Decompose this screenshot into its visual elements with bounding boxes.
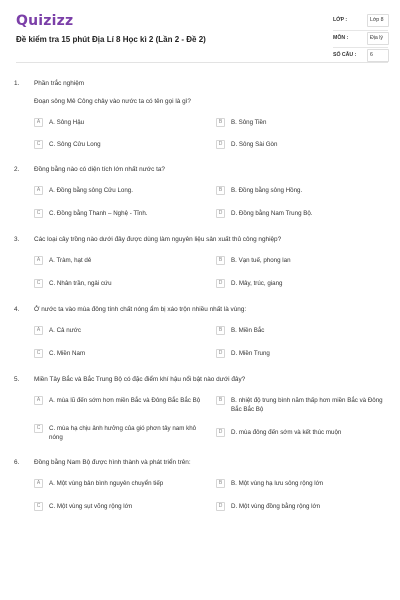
option-letter: C [34, 502, 43, 511]
option-letter: C [34, 424, 43, 433]
question-text: Miền Tây Bắc và Bắc Trung Bộ có đặc điểm khí hậu nổi bật nào dưới đây? [34, 376, 246, 383]
option-text: A. Cả nước [49, 327, 81, 334]
option-text: A. Đồng bằng sông Cửu Long. [49, 187, 133, 194]
option-letter: C [34, 209, 43, 218]
question-number: 4. [14, 306, 20, 313]
option-text: D. Một vùng đồng bằng rộng lớn [231, 503, 321, 510]
option-letter: D [216, 140, 225, 149]
option-letter: A [34, 186, 43, 195]
question-text: Các loại cây trồng nào dưới đây được dùng làm nguyên liệu sản xuất thủ công nghiệp? [34, 236, 282, 243]
question-number: 1. [14, 80, 20, 87]
option-letter: C [34, 349, 43, 358]
option-letter: B [216, 256, 225, 265]
option-text: B. nhiệt độ trung bình năm thấp hơn miền Bắc và Đông Bắc Bắc Bộ [231, 397, 383, 413]
option-letter: A [34, 479, 43, 488]
question-section-heading: Phần trắc nghiệm [34, 80, 85, 87]
option-text: B. Sông Tiền [231, 119, 267, 126]
option-letter: A [34, 118, 43, 127]
question-number: 6. [14, 459, 20, 466]
meta-row-subject [333, 30, 388, 47]
option-letter: C [34, 140, 43, 149]
option-text: D. mùa đông đến sớm và kết thúc muộn [231, 429, 342, 436]
page-title: Đề kiểm tra 15 phút Địa Lí 8 Học kì 2 (Lần 2 - Đề 2) [16, 35, 206, 44]
meta-value-subject: Địa lý [367, 32, 389, 45]
option-text: D. Sông Sài Gòn [231, 141, 278, 148]
question-number: 2. [14, 166, 20, 173]
option-text: B. Đồng bằng sông Hồng. [231, 187, 303, 194]
meta-value-count: 6 [367, 49, 389, 62]
option-letter: A [34, 256, 43, 265]
option-letter: B [216, 479, 225, 488]
option-text: C. Một vùng sụt võng rộng lớn [49, 503, 133, 510]
option-text: D. Mây, trúc, giang [231, 280, 283, 287]
option-letter: D [216, 428, 225, 437]
option-letter: D [216, 349, 225, 358]
question-text: Ở nước ta vào mùa đông tính chất nóng ẩm bị xáo trộn nhiều nhất là vùng: [34, 306, 247, 313]
option-letter: A [34, 326, 43, 335]
meta-value-class: Lớp 8 [367, 14, 389, 27]
meta-row-class [333, 13, 388, 30]
option-text: C. Nhân trần, ngải cứu [49, 280, 112, 287]
meta-key-class: LỚP : [333, 17, 348, 23]
option-letter: C [34, 279, 43, 288]
header-divider [16, 62, 388, 63]
meta-key-subject: MÔN : [333, 35, 349, 41]
option-letter: B [216, 326, 225, 335]
question-number: 5. [14, 376, 20, 383]
option-text: D. Đồng bằng Nam Trung Bộ. [231, 210, 313, 217]
option-text: C. Đồng bằng Thanh – Nghệ - Tĩnh. [49, 210, 148, 217]
option-text: A. Sông Hậu [49, 119, 85, 126]
option-text: D. Miền Trung [231, 350, 270, 357]
option-text: C. mùa hạ chịu ảnh hưởng của gió phơn tây nam khô nóng [49, 425, 197, 441]
worksheet-meta [333, 13, 388, 64]
option-letter: B [216, 118, 225, 127]
option-text: B. Miền Bắc [231, 327, 265, 334]
meta-key-count: SỐ CÂU : [333, 52, 357, 58]
question-text: Đồng bằng nào có diện tích lớn nhất nước ta? [34, 166, 165, 173]
option-text: A. mùa lũ đến sớm hơn miền Bắc và Đông Bắc Bắc Bộ [49, 397, 201, 404]
option-letter: D [216, 209, 225, 218]
option-letter: B [216, 186, 225, 195]
option-letter: D [216, 279, 225, 288]
question-text: Đoạn sông Mê Công chảy vào nước ta có tên gọi là gì? [34, 98, 191, 105]
option-text: A. Một vùng bản bình nguyên chuyển tiếp [49, 480, 164, 487]
question-number: 3. [14, 236, 20, 243]
option-text: B. Một vùng hạ lưu sông rộng lớn [231, 480, 324, 487]
option-letter: B [216, 396, 225, 405]
option-letter: A [34, 396, 43, 405]
option-text: C. Miền Nam [49, 350, 86, 357]
quizizz-logo[interactable]: Quizizz [16, 13, 74, 29]
question-text: Đồng bằng Nam Bộ được hình thành và phát triển trên: [34, 459, 191, 466]
option-letter: D [216, 502, 225, 511]
option-text: A. Tràm, hạt dẻ [49, 257, 92, 264]
option-text: B. Vạn tuế, phong lan [231, 257, 291, 264]
option-text: C. Sông Cửu Long [49, 141, 101, 148]
